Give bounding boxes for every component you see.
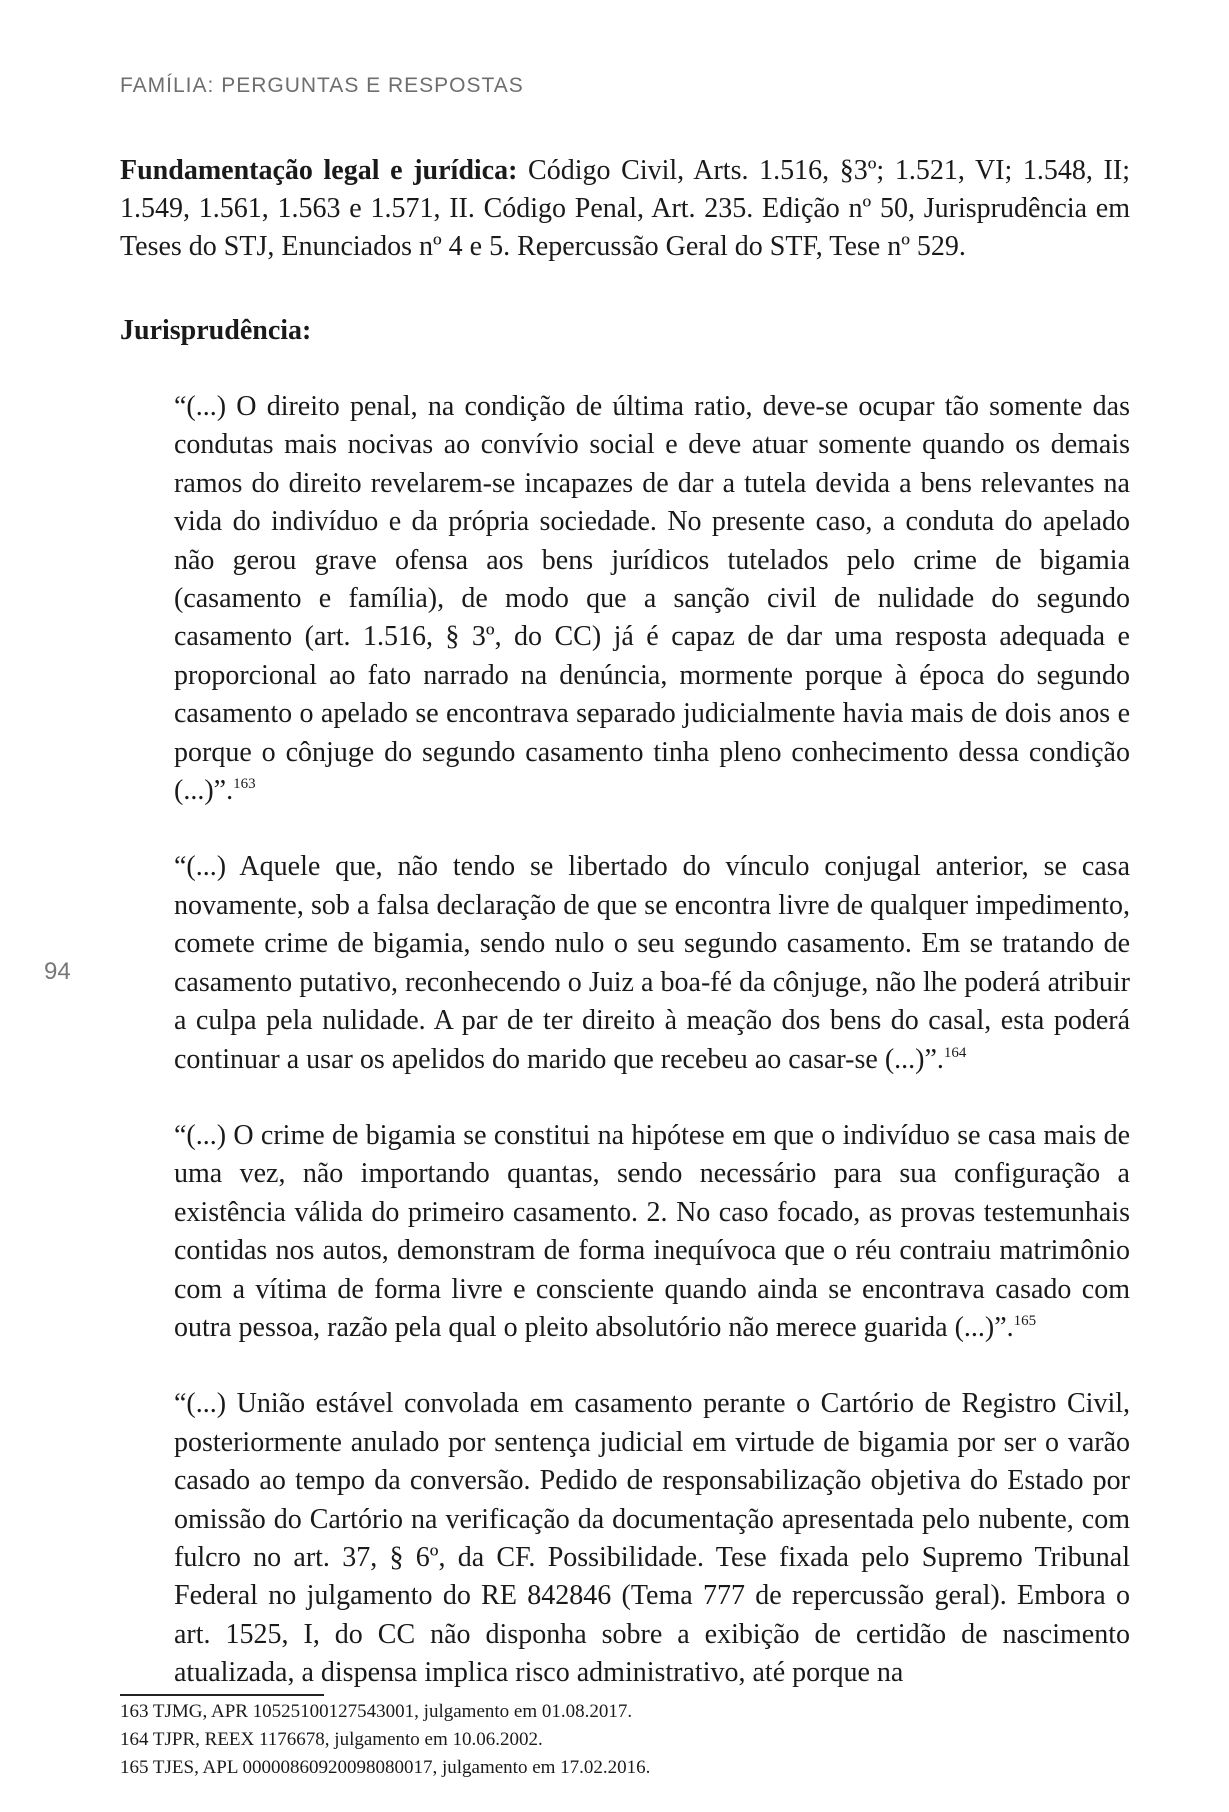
- jurisprudence-quote: [174, 388, 1130, 810]
- legal-basis-label: Fundamentação legal e jurídica:: [120, 155, 518, 186]
- quote-text: “(...) União estável convolada em casamento perante o Cartório de Registro Civil, posteriormente anulado por sentença judicial em virtude de bigamia por ser o varão casado ao tempo da conversão. Pedido de responsabilização objetiva do Estado por omissão do Cartório na verificação da documentação apresentada pelo nubente, com fulcro no art. 37, § 6º, da CF. Possibilidade. Tese fixada pelo Supremo Tribunal Federal no julgamento do RE 842846 (Tema 777 de repercussão geral). Embora o art. 1525, I, do CC não disponha sobre a exibição de certidão de nascimento atualizada, a dispensa implica risco administrativo, até porque na: [174, 1388, 1130, 1689]
- footnote-ref: 164: [943, 1044, 967, 1061]
- footnote-divider: [120, 1694, 324, 1696]
- footnote-ref: 163: [233, 776, 256, 793]
- legal-basis-text: Código Civil, Arts. 1.516, §3º; 1.521, VI; 1.548, II; 1.549, 1.561, 1.563 e 1.571, II. Código Penal, Art. 235. Edição nº 50, Jurisprudência em Teses do STJ, Enunciados nº 4 e 5. Repercussão Geral do STF, Tese nº 529.: [120, 155, 1130, 262]
- footnote-165: 165 TJES, APL 00000860920098080017, julgamento em 17.02.2016.: [120, 1757, 651, 1778]
- page-body: [120, 152, 1130, 1693]
- jurisprudence-quote: [174, 848, 1130, 1078]
- running-header: FAMÍLIA: PERGUNTAS E RESPOSTAS: [120, 74, 524, 97]
- jurisprudence-heading: Jurisprudência:: [120, 315, 312, 346]
- jurisprudence-quote: [174, 1385, 1130, 1692]
- footnote-ref: 165: [1013, 1312, 1037, 1329]
- jurisprudence-quote: [174, 1117, 1130, 1347]
- legal-basis-paragraph: [120, 152, 1130, 266]
- quote-text: “(...) Aquele que, não tendo se libertado do vínculo conjugal anterior, se casa novamente, sob a falsa declaração de que se encontra livre de qualquer impedimento, comete crime de bigamia, sendo nulo o seu segundo casamento. Em se tratando de casamento putativo, reconhecendo o Juiz a boa-fé da cônjuge, não lhe poderá atribuir a culpa pela nulidade. A par de ter direito à meação dos bens do casal, esta poderá continuar a usar os apelidos do marido que recebeu ao casar-se (...)”.: [174, 851, 1130, 1075]
- page-number: 94: [44, 958, 71, 985]
- footnotes: [120, 1698, 1130, 1782]
- quote-text: “(...) O crime de bigamia se constitui na hipótese em que o indivíduo se casa mais de uma vez, não importando quantas, sendo necessário para sua configuração a existência válida do primeiro casamento. 2. No caso focado, as provas testemunhais contidas nos autos, demonstram de forma inequívoca que o réu contraiu matrimônio com a vítima de forma livre e consciente quando ainda se encontrava casado com outra pessoa, razão pela qual o pleito absolutório não merece guarida (...)”.: [174, 1119, 1130, 1343]
- footnote-164: 164 TJPR, REEX 1176678, julgamento em 10.06.2002.: [120, 1729, 543, 1750]
- quote-text: “(...) O direito penal, na condição de última ratio, deve-se ocupar tão somente das condutas mais nocivas ao convívio social e deve atuar somente quando os demais ramos do direito revelarem-se incapazes de dar a tutela devida a bens relevantes na vida do indivíduo e da própria sociedade. No presente caso, a conduta do apelado não gerou grave ofensa aos bens jurídicos tutelados pelo crime de bigamia (casamento e família), de modo que a sanção civil de nulidade do segundo casamento (art. 1.516, § 3º, do CC) já é capaz de dar uma resposta adequada e proporcional ao fato narrado na denúncia, mormente porque à época do segundo casamento o apelado se encontrava separado judicialmente havia mais de dois anos e porque o cônjuge do segundo casamento tinha pleno conhecimento dessa condição (...)”.: [174, 391, 1130, 807]
- footnote-163: 163 TJMG, APR 10525100127543001, julgamento em 01.08.2017.: [120, 1701, 633, 1722]
